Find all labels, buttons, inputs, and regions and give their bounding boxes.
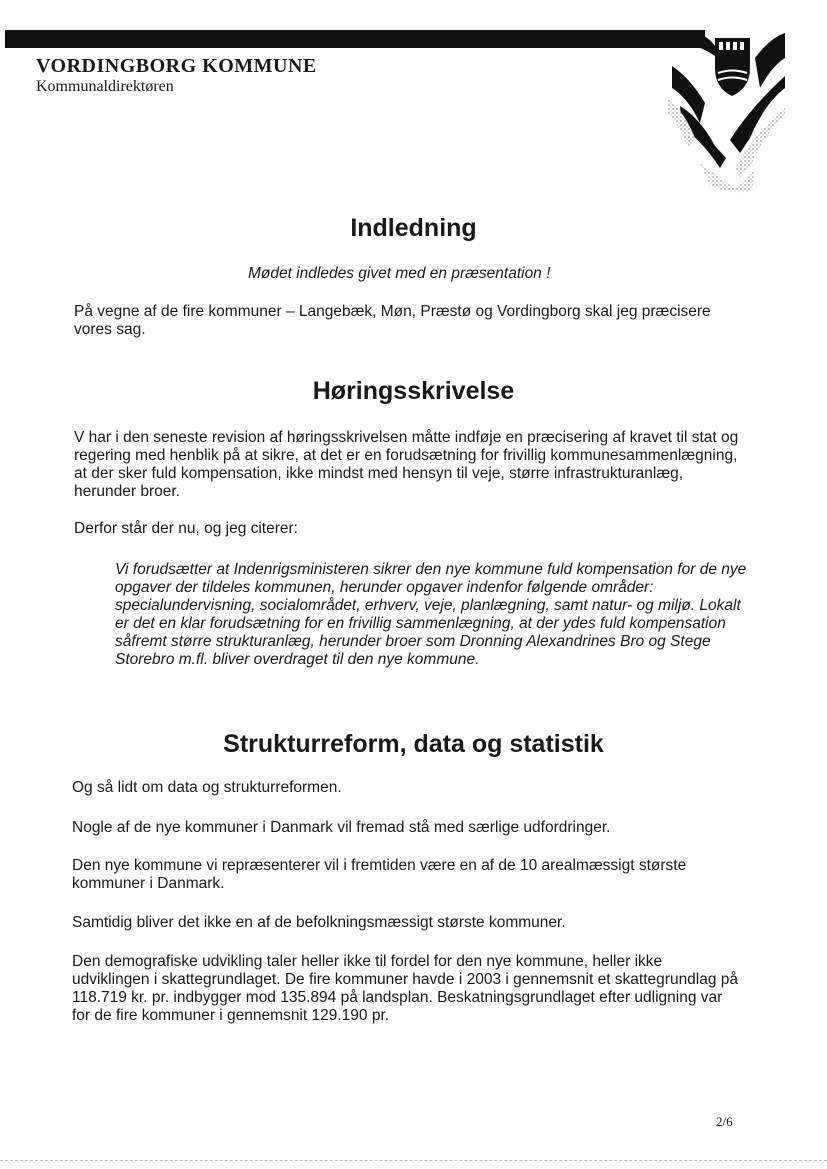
heading-reform: Strukturreform, data og statistik: [223, 730, 604, 758]
department-name: Kommunaldirektøren: [36, 78, 174, 95]
reform-paragraph-3: Den nye kommune vi repræsenterer vil i fremtiden være en af de 10 arealmæssigt største kommuner i Danmark.: [72, 857, 687, 892]
header-bar: [5, 30, 705, 48]
reform-paragraph-5: Den demografiske udvikling taler heller ikke til fordel for den nye kommune, heller ikke udviklingen i skattegrundlaget. De fire kommuner havde i 2003 i gennemsnit et skattegrundlag på 118.719 kr. pr. indbygger mod 135.894 på landsplan. Beskatningsgrundlaget efter udligning var for de fire kommuner i gennemsnit 129.190 pr.: [72, 953, 739, 1024]
page-number: 2/6: [716, 1114, 733, 1129]
heading-hearing: Høringsskrivelse: [312, 377, 515, 405]
org-name: VORDINGBORG KOMMUNE: [36, 55, 317, 77]
reform-paragraph-2: Nogle af de nye kommuner i Danmark vil fremad stå med særlige udfordringer.: [72, 819, 611, 836]
intro-paragraph: På vegne af de fire kommuner – Langebæk, Møn, Præstø og Vordingborg skal jeg præcisere vores sag.: [74, 303, 711, 338]
scan-edge-line: [0, 1160, 827, 1161]
heading-intro: Indledning: [350, 214, 477, 242]
hearing-paragraph-1: V har i den seneste revision af høringsskrivelsen måtte indføje en præcisering af kravet til stat og regering med henblik på at sikre, at det er en forudsætning for frivillig kommunesammenlægning, at der sker fuld kompensation, ikke mindst med hensyn til veje, større infrastrukturanlæg, herunder broer.: [74, 429, 739, 500]
reform-paragraph-1: Og så lidt om data og strukturreformen.: [72, 779, 342, 796]
hearing-paragraph-2: Derfor står der nu, og jeg citerer:: [74, 520, 298, 537]
intro-note: Mødet indledes givet med en præsentation !: [248, 265, 551, 282]
reform-paragraph-4: Samtidig bliver det ikke en af de befolkningsmæssigt største kommuner.: [72, 914, 566, 931]
municipality-logo-icon: [660, 28, 790, 193]
hearing-quote: Vi forudsætter at Indenrigsministeren sikrer den nye kommune fuld kompensation for de nye opgaver der tildeles kommunen, herunder opgaver indenfor følgende områder: specialundervisning, socialområdet, erhverv, veje, planlægning, samt natur- og miljø. Lokalt er det en klar forudsætning for en frivillig sammenlægning, at der ydes fuld kompensation såfremt større strukturanlæg, herunder broer som Dronning Alexandrines Bro og Stege Storebro m.fl. bliver overdraget til den nye kommune.: [115, 561, 747, 668]
